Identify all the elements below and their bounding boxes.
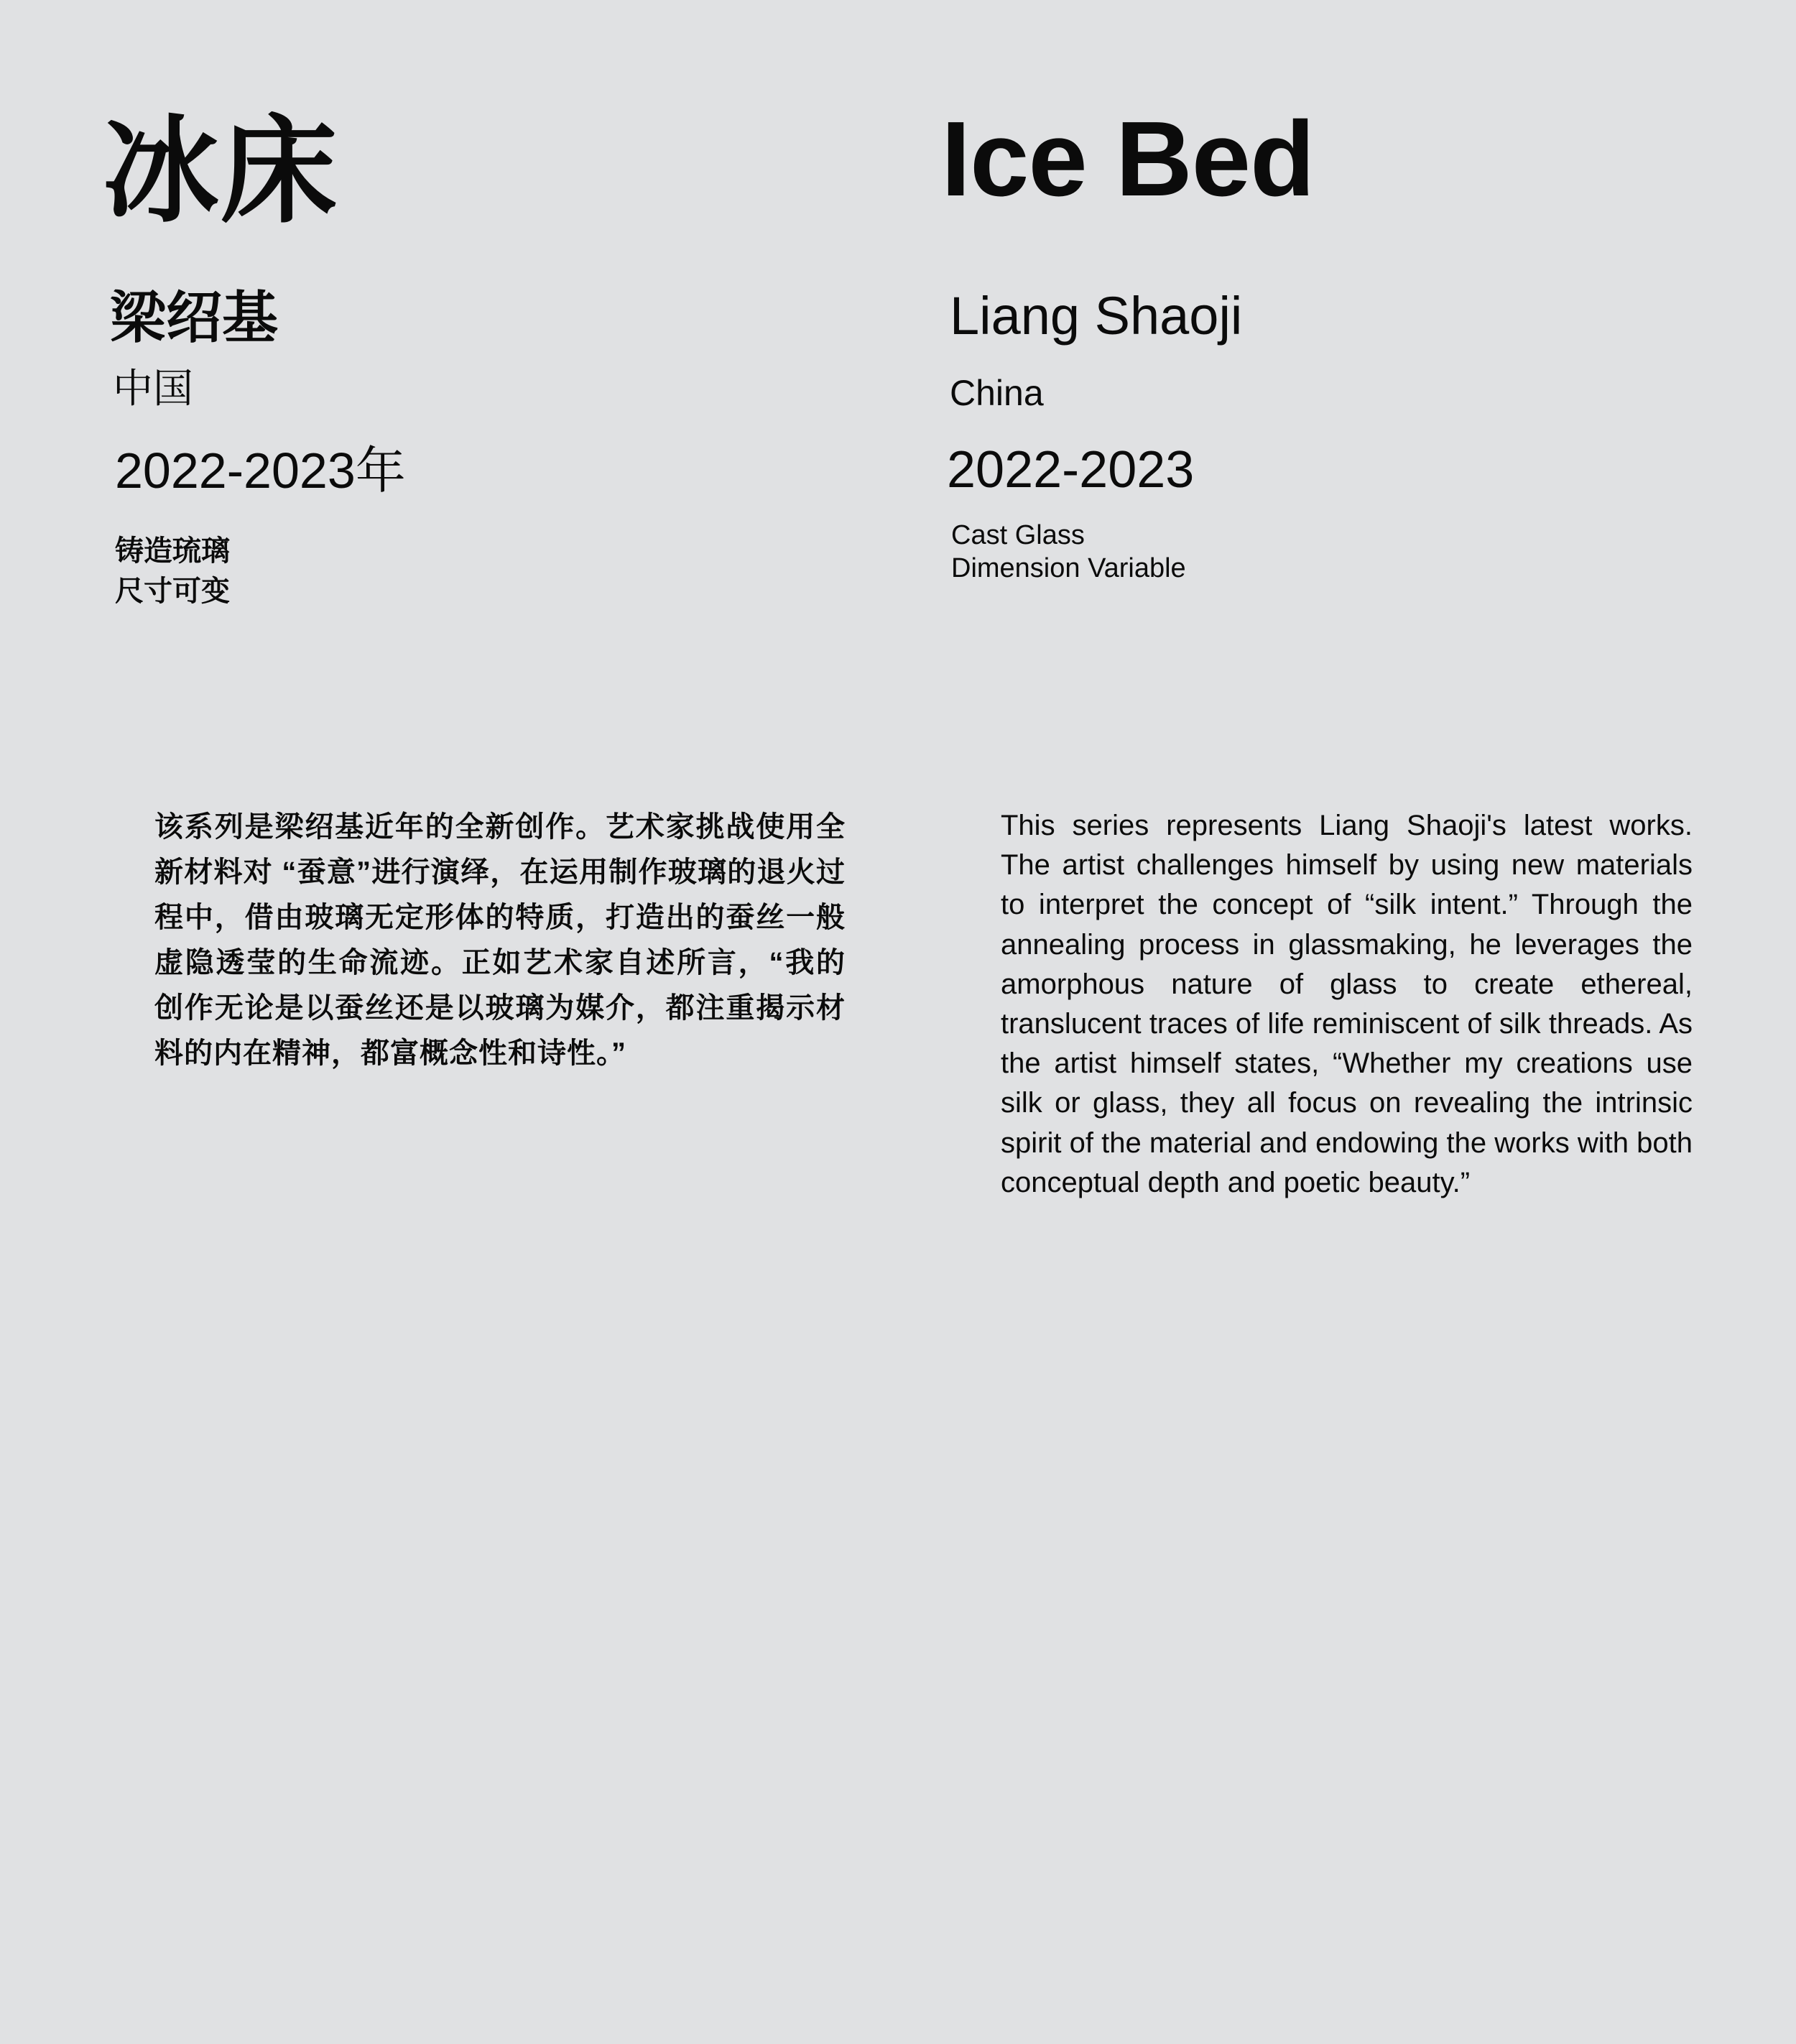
english-medium: Cast Glass [951,520,1085,550]
english-dimensions: Dimension Variable [951,553,1186,583]
english-title: Ice Bed [941,100,1315,218]
chinese-country: 中国 [113,366,193,411]
english-year: 2022-2023 [947,441,1195,499]
english-medium-block [951,519,1186,585]
chinese-medium: 铸造琉璃 [115,535,230,567]
english-country: China [950,373,1044,413]
chinese-year: 2022-2023年 [115,443,406,499]
english-artist-name: Liang Shaoji [950,286,1243,346]
english-description: This series represents Liang Shaoji's latest works. The artist challenges himself by using new materials to interpret the concept of “silk intent.” Through the annealing process in glassmaking, he leverages the amorphous nature of glass to create ethereal, translucent traces of life reminiscent of silk threads. As the artist himself states, “Whether my creations use silk or glass, they all focus on revealing the intrinsic spirit of the material and endowing the works with both conceptual depth and poetic beauty.” [1001,810,1693,1198]
chinese-medium-block [115,531,230,611]
chinese-title: 冰床 [103,106,338,236]
chinese-dimensions: 尺寸可变 [115,575,230,607]
chinese-artist-name: 梁绍基 [110,286,279,349]
chinese-description: 该系列是梁绍基近年的全新创作。艺术家挑战使用全新材料对 “蚕意”进行演绎，在运用制作玻璃的退火过程中，借由玻璃无定形体的特质，打造出的蚕丝一般虚隐透莹的生命流迹。正如艺术家自述所言，“我的创作无论是以蚕丝还是以玻璃为媒介，都注重揭示材料的内在精神，都富概念性和诗性。” [154,811,846,1069]
